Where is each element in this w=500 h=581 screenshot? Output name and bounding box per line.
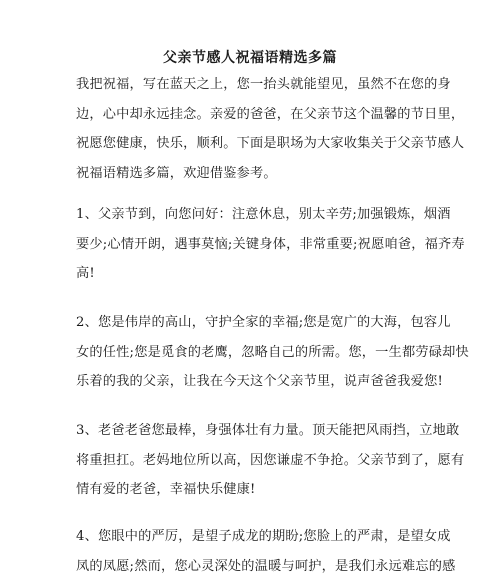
paragraph-line: 将重担扛。老妈地位所以高，因您谦虚不争抢。父亲节到了，愿有 <box>76 446 431 476</box>
paragraph-line: 要少;心情开朗，遇事莫恼;关键身体，非常重要;祝愿咱爸，福齐寿 <box>76 230 431 260</box>
paragraph-line: 高! <box>76 259 431 289</box>
document-title: 父亲节感人祝福语精选多篇 <box>0 48 500 68</box>
paragraph-line: 祝福语精选多篇，欢迎借鉴参考。 <box>76 159 431 189</box>
paragraph-intro <box>76 70 431 188</box>
paragraph-line: 情有爱的老爸，幸福快乐健康! <box>76 475 431 505</box>
paragraph-line: 1、父亲节到，向您问好：注意休息，别太辛劳;加强锻炼，烟酒 <box>76 200 431 230</box>
paragraph-line: 祝愿您健康，快乐，顺利。下面是职场为大家收集关于父亲节感人 <box>76 129 431 159</box>
paragraph-item-3 <box>76 416 431 505</box>
paragraph-line: 我把祝福，写在蓝天之上，您一抬头就能望见，虽然不在您的身 <box>76 70 431 100</box>
paragraph-item-2 <box>76 308 431 397</box>
paragraph-line: 女的任性;您是觅食的老鹰，忽略自己的所需。您，一生都劳碌却快 <box>76 338 431 368</box>
paragraph-line: 凤的凤愿;然而，您心灵深处的温暖与呵护，是我们永远难忘的感 <box>76 552 431 581</box>
paragraph-line: 4、您眼中的严厉，是望子成龙的期盼;您脸上的严肃，是望女成 <box>76 522 431 552</box>
paragraph-line: 边，心中却永远挂念。亲爱的爸爸，在父亲节这个温馨的节日里， <box>76 100 431 130</box>
paragraph-item-1 <box>76 200 431 289</box>
paragraph-line: 乐着的我的父亲，让我在今天这个父亲节里，说声爸爸我爱您! <box>76 367 431 397</box>
paragraph-line: 2、您是伟岸的高山，守护全家的幸福;您是宽广的大海，包容儿 <box>76 308 431 338</box>
paragraph-line: 3、老爸老爸您最棒，身强体壮有力量。顶天能把风雨挡，立地敢 <box>76 416 431 446</box>
paragraph-item-4 <box>76 522 431 581</box>
